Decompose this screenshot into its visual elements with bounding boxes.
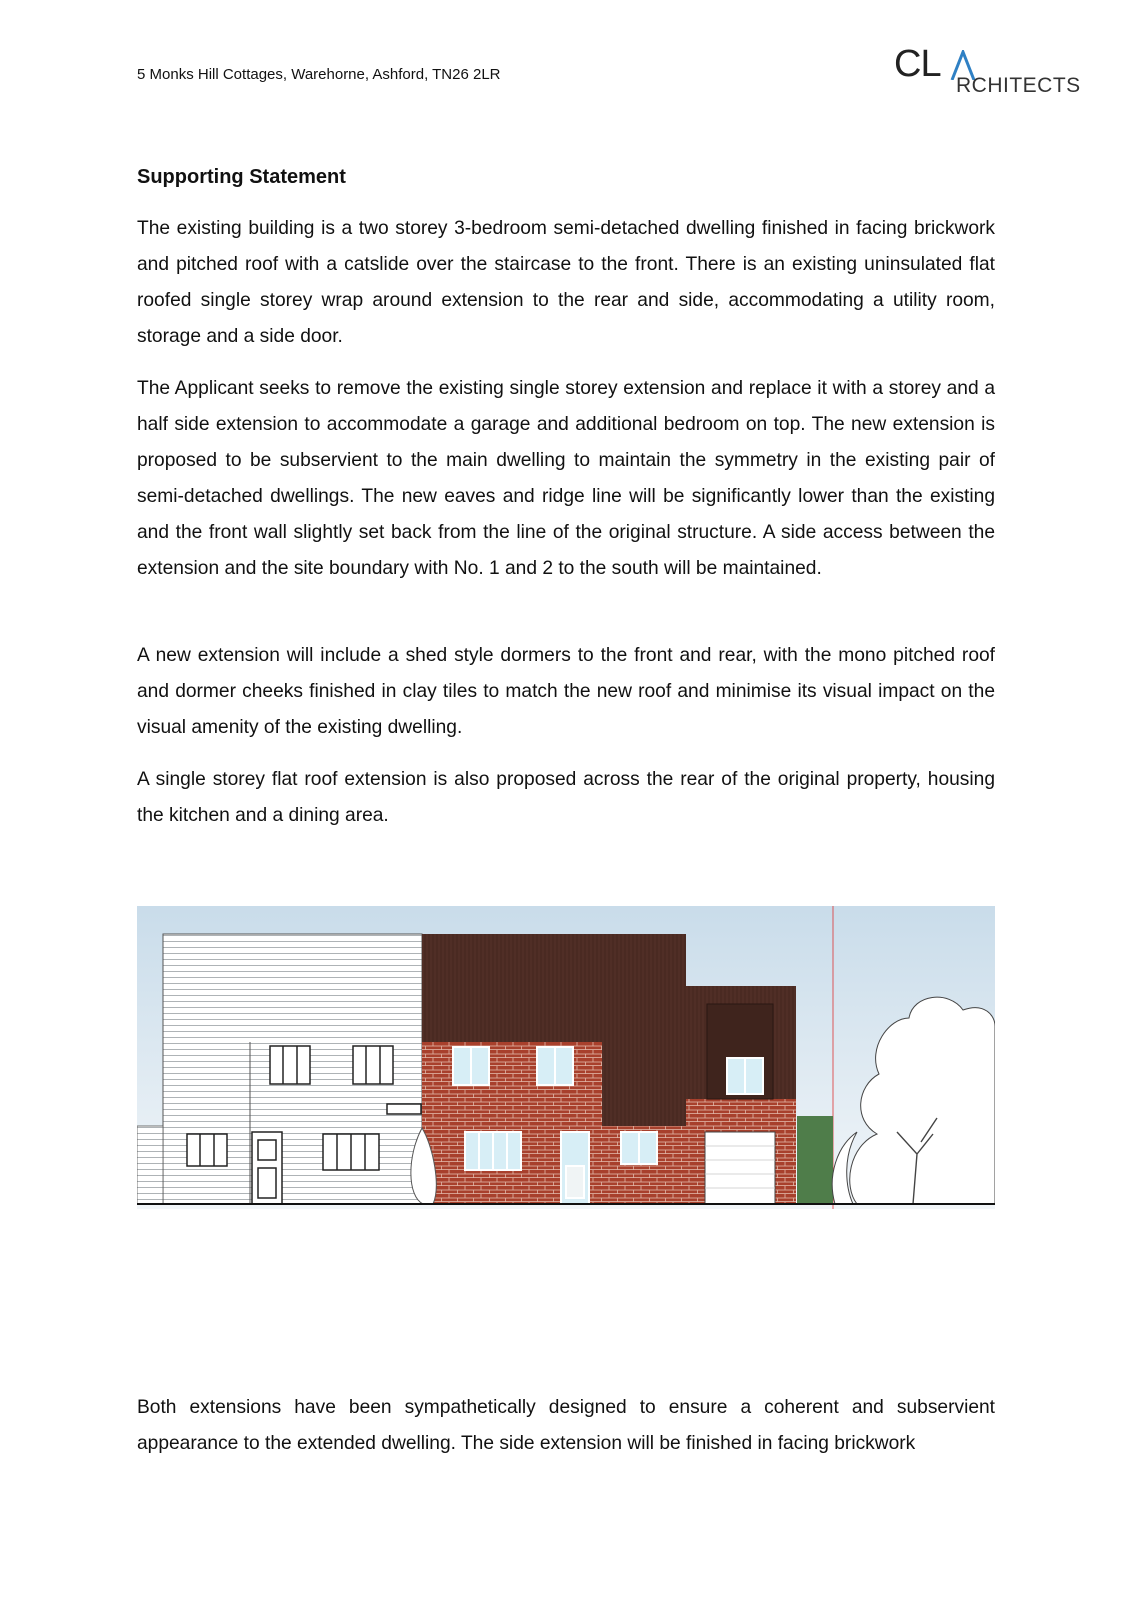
site-address: 5 Monks Hill Cottages, Warehorne, Ashford, TN26 2LR (137, 66, 501, 83)
paragraph-2-text: The Applicant seeks to remove the existing single storey extension and replace it with a storey and a half side extension to accommodate a garage and additional bedroom on top. The new extension is proposed to be subservient to the main dwelling to maintain the symmetry in the existing pair of semi-detached dwellings. The new eaves and ridge line will be significantly lower than the existing and the front wall slightly set back from the line of the original structure. A side access between the extension and the site boundary with No. 1 and 2 to the south will be maintained. (137, 378, 995, 579)
logo-rchitects: RCHITECTS (956, 74, 1081, 97)
company-logo (894, 44, 1084, 100)
logo-cl: CL (894, 43, 941, 85)
paragraph-5-text: Both extensions have been sympathetically designed to ensure a coherent and subservient appearance to the extended dwelling. The side extension will be finished in facing brickwork (137, 1397, 995, 1454)
paragraph-4 (137, 762, 995, 834)
main-front-door (561, 1132, 589, 1204)
paragraph-5 (137, 1390, 995, 1462)
paragraph-1 (137, 211, 995, 355)
paragraph-3 (137, 638, 995, 746)
garage-door (705, 1132, 775, 1204)
paragraph-4-text: A single storey flat roof extension is also proposed across the rear of the original property, housing the kitchen and a dining area. (137, 769, 995, 826)
front-elevation-drawing (137, 906, 995, 1209)
paragraph-1-text: The existing building is a two storey 3-bedroom semi-detached dwelling finished in facing brickwork and pitched roof with a catslide over the staircase to the front. There is an existing uninsulated flat roofed single storey wrap around extension to the rear and side, accommodating a utility room, storage and a side door. (137, 218, 995, 347)
paragraph-2 (137, 371, 995, 587)
section-title: Supporting Statement (137, 166, 346, 188)
paragraph-3-text: A new extension will include a shed style dormers to the front and rear, with the mono pitched roof and dormer cheeks finished in clay tiles to match the new roof and minimise its visual impact on the visual amenity of the existing dwelling. (137, 645, 995, 738)
neighbour-lower-wing (137, 1126, 163, 1204)
hedge (797, 1116, 833, 1204)
